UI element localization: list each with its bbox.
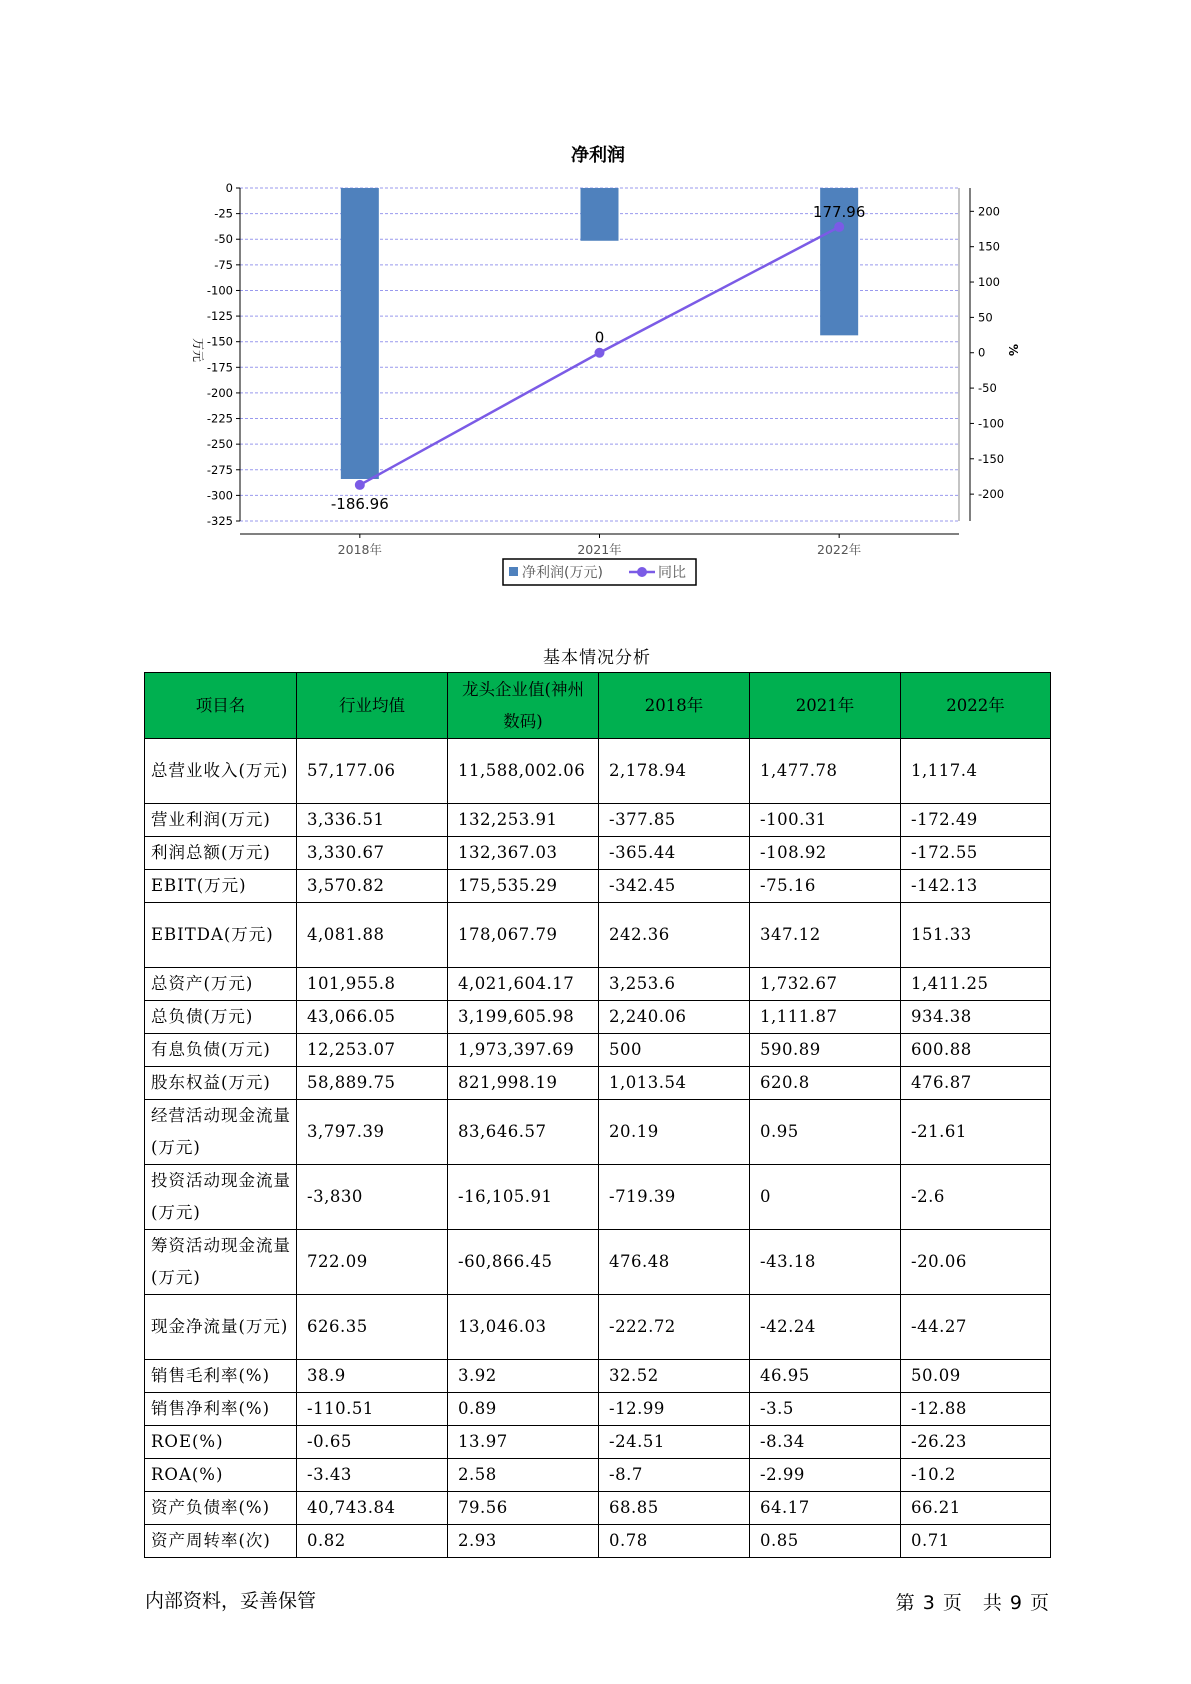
value-cell: 4,081.88: [297, 903, 448, 968]
y2-tick-label: 150: [978, 239, 1000, 254]
value-cell: 722.09: [297, 1230, 448, 1295]
y2-tick-label: -150: [978, 451, 1005, 466]
value-cell: 175,535.29: [448, 870, 599, 903]
value-cell: 3,253.6: [599, 968, 750, 1001]
table-row: [145, 1067, 1051, 1100]
yoy-point: [834, 222, 844, 232]
x-tick-label: 2022年: [817, 542, 862, 557]
table-row: [145, 837, 1051, 870]
table-row: [145, 1165, 1051, 1230]
table-body: [145, 739, 1051, 1558]
value-cell: 132,253.91: [448, 804, 599, 837]
value-cell: 68.85: [599, 1492, 750, 1525]
value-cell: -12.88: [901, 1393, 1051, 1426]
value-cell: 32.52: [599, 1360, 750, 1393]
value-cell: 476.48: [599, 1230, 750, 1295]
value-cell: 46.95: [750, 1360, 901, 1393]
value-cell: 12,253.07: [297, 1034, 448, 1067]
value-cell: -110.51: [297, 1393, 448, 1426]
bar: [581, 188, 619, 241]
y-tick-label: -175: [206, 360, 233, 375]
y2-tick-label: -50: [978, 381, 997, 396]
table-row: [145, 870, 1051, 903]
value-cell: 3,199,605.98: [448, 1001, 599, 1034]
value-cell: 1,411.25: [901, 968, 1051, 1001]
value-cell: 0.89: [448, 1393, 599, 1426]
value-cell: 0.71: [901, 1525, 1051, 1558]
value-cell: -8.34: [750, 1426, 901, 1459]
value-cell: -3.5: [750, 1393, 901, 1426]
y-tick-label: -200: [206, 385, 233, 400]
row-name-cell: 资产周转率(次): [145, 1525, 297, 1558]
footer-page-number: 第 3 页 共 9 页: [895, 1592, 1050, 1614]
value-cell: -12.99: [599, 1393, 750, 1426]
x-tick-label: 2021年: [577, 542, 622, 557]
basic-analysis-table: [144, 672, 1051, 1558]
row-name-cell: 现金净流量(万元): [145, 1295, 297, 1360]
yoy-data-label: 0: [594, 328, 605, 347]
value-cell: 0: [750, 1165, 901, 1230]
y2-tick-label: 200: [978, 204, 1000, 219]
value-cell: -142.13: [901, 870, 1051, 903]
header-cell: 项目名: [145, 673, 297, 739]
y2-tick-label: 50: [978, 310, 993, 325]
value-cell: -2.99: [750, 1459, 901, 1492]
value-cell: -42.24: [750, 1295, 901, 1360]
value-cell: -10.2: [901, 1459, 1051, 1492]
value-cell: 1,732.67: [750, 968, 901, 1001]
value-cell: 178,067.79: [448, 903, 599, 968]
row-name-cell: 资产负债率(%): [145, 1492, 297, 1525]
table-row: [145, 1360, 1051, 1393]
table-row: [145, 1034, 1051, 1067]
row-name-cell: 总资产(万元): [145, 968, 297, 1001]
table-row: [145, 903, 1051, 968]
table-row: [145, 1001, 1051, 1034]
value-cell: 3,336.51: [297, 804, 448, 837]
footer-confidential-note: 内部资料，妥善保管: [145, 1590, 317, 1612]
value-cell: 40,743.84: [297, 1492, 448, 1525]
row-name-cell: 总营业收入(万元): [145, 739, 297, 804]
y-tick-label: -300: [206, 488, 233, 503]
y-tick-label: -125: [206, 309, 233, 324]
value-cell: 2.58: [448, 1459, 599, 1492]
value-cell: -222.72: [599, 1295, 750, 1360]
row-name-cell: 利润总额(万元): [145, 837, 297, 870]
value-cell: -44.27: [901, 1295, 1051, 1360]
y-tick-label: -100: [206, 283, 233, 298]
legend-line-marker: [637, 567, 647, 577]
value-cell: 64.17: [750, 1492, 901, 1525]
value-cell: 57,177.06: [297, 739, 448, 804]
row-name-cell: EBIT(万元): [145, 870, 297, 903]
value-cell: -20.06: [901, 1230, 1051, 1295]
row-name-cell: 销售净利率(%): [145, 1393, 297, 1426]
value-cell: 3.92: [448, 1360, 599, 1393]
value-cell: 590.89: [750, 1034, 901, 1067]
table-row: [145, 1100, 1051, 1165]
value-cell: -342.45: [599, 870, 750, 903]
net-profit-chart: [0, 0, 1191, 620]
table-row: [145, 1492, 1051, 1525]
row-name-cell: ROE(%): [145, 1426, 297, 1459]
value-cell: 1,111.87: [750, 1001, 901, 1034]
value-cell: -60,866.45: [448, 1230, 599, 1295]
table-row: [145, 1459, 1051, 1492]
value-cell: -2.6: [901, 1165, 1051, 1230]
row-name-cell: EBITDA(万元): [145, 903, 297, 968]
value-cell: 83,646.57: [448, 1100, 599, 1165]
y2-axis-label: %: [1006, 343, 1020, 357]
table-row: [145, 739, 1051, 804]
value-cell: 934.38: [901, 1001, 1051, 1034]
header-cell: 2018年: [599, 673, 750, 739]
header-cell: 行业均值: [297, 673, 448, 739]
table-row: [145, 1525, 1051, 1558]
value-cell: 79.56: [448, 1492, 599, 1525]
value-cell: -8.7: [599, 1459, 750, 1492]
value-cell: 242.36: [599, 903, 750, 968]
value-cell: 1,117.4: [901, 739, 1051, 804]
chart-legend: [503, 559, 696, 585]
value-cell: 50.09: [901, 1360, 1051, 1393]
value-cell: -365.44: [599, 837, 750, 870]
value-cell: 132,367.03: [448, 837, 599, 870]
value-cell: -24.51: [599, 1426, 750, 1459]
y2-tick-label: -100: [978, 416, 1005, 431]
table-header-row: [145, 673, 1051, 739]
header-cell: 龙头企业值(神州数码): [448, 673, 599, 739]
yoy-point: [355, 480, 365, 490]
value-cell: 2,240.06: [599, 1001, 750, 1034]
chart-line-series: [331, 203, 866, 513]
legend-bar-swatch: [509, 567, 518, 576]
legend-line-label: 同比: [658, 565, 686, 581]
value-cell: 626.35: [297, 1295, 448, 1360]
value-cell: 1,013.54: [599, 1067, 750, 1100]
table-row: [145, 1426, 1051, 1459]
y-axis-label: 万元: [191, 337, 205, 363]
value-cell: 101,955.8: [297, 968, 448, 1001]
y-tick-label: -50: [214, 232, 233, 247]
y-tick-label: -225: [206, 411, 233, 426]
value-cell: 347.12: [750, 903, 901, 968]
value-cell: 620.8: [750, 1067, 901, 1100]
row-name-cell: 有息负债(万元): [145, 1034, 297, 1067]
value-cell: -0.65: [297, 1426, 448, 1459]
value-cell: 20.19: [599, 1100, 750, 1165]
y2-tick-label: 100: [978, 275, 1000, 290]
row-name-cell: ROA(%): [145, 1459, 297, 1492]
yoy-data-label: 177.96: [812, 202, 866, 221]
y-tick-label: -25: [214, 206, 233, 221]
value-cell: 3,330.67: [297, 837, 448, 870]
y-tick-label: 0: [225, 181, 233, 195]
value-cell: 600.88: [901, 1034, 1051, 1067]
value-cell: -172.49: [901, 804, 1051, 837]
value-cell: 3,797.39: [297, 1100, 448, 1165]
y2-tick-label: 0: [978, 345, 986, 360]
row-name-cell: 筹资活动现金流量(万元): [145, 1230, 297, 1295]
value-cell: -100.31: [750, 804, 901, 837]
table-row: [145, 1295, 1051, 1360]
value-cell: 0.85: [750, 1525, 901, 1558]
y-tick-label: -250: [206, 437, 233, 452]
row-name-cell: 销售毛利率(%): [145, 1360, 297, 1393]
value-cell: -16,105.91: [448, 1165, 599, 1230]
value-cell: -3.43: [297, 1459, 448, 1492]
value-cell: 151.33: [901, 903, 1051, 968]
value-cell: -3,830: [297, 1165, 448, 1230]
x-tick-label: 2018年: [337, 542, 382, 557]
row-name-cell: 股东权益(万元): [145, 1067, 297, 1100]
value-cell: -26.23: [901, 1426, 1051, 1459]
value-cell: 1,477.78: [750, 739, 901, 804]
row-name-cell: 投资活动现金流量(万元): [145, 1165, 297, 1230]
table-row: [145, 1393, 1051, 1426]
value-cell: -172.55: [901, 837, 1051, 870]
value-cell: -21.61: [901, 1100, 1051, 1165]
value-cell: 38.9: [297, 1360, 448, 1393]
y2-tick-label: -200: [978, 487, 1005, 502]
y-tick-label: -150: [206, 334, 233, 349]
chart-title: 净利润: [571, 145, 625, 166]
legend-bar-label: 净利润(万元): [522, 565, 603, 581]
value-cell: -719.39: [599, 1165, 750, 1230]
value-cell: 11,588,002.06: [448, 739, 599, 804]
value-cell: 66.21: [901, 1492, 1051, 1525]
value-cell: 2.93: [448, 1525, 599, 1558]
y-tick-label: -275: [206, 462, 233, 477]
yoy-point: [595, 348, 605, 358]
table-row: [145, 804, 1051, 837]
header-cell: 2022年: [901, 673, 1051, 739]
value-cell: 1,973,397.69: [448, 1034, 599, 1067]
table-row: [145, 968, 1051, 1001]
value-cell: 0.95: [750, 1100, 901, 1165]
value-cell: -43.18: [750, 1230, 901, 1295]
value-cell: 43,066.05: [297, 1001, 448, 1034]
value-cell: 476.87: [901, 1067, 1051, 1100]
value-cell: 821,998.19: [448, 1067, 599, 1100]
row-name-cell: 总负债(万元): [145, 1001, 297, 1034]
value-cell: 500: [599, 1034, 750, 1067]
bar: [341, 188, 379, 479]
yoy-data-label: -186.96: [330, 494, 389, 513]
value-cell: -377.85: [599, 804, 750, 837]
value-cell: 0.78: [599, 1525, 750, 1558]
value-cell: 2,178.94: [599, 739, 750, 804]
header-cell: 2021年: [750, 673, 901, 739]
value-cell: 3,570.82: [297, 870, 448, 903]
table-caption: 基本情况分析: [543, 648, 651, 668]
table-row: [145, 1230, 1051, 1295]
value-cell: 13,046.03: [448, 1295, 599, 1360]
value-cell: -108.92: [750, 837, 901, 870]
y-tick-label: -75: [214, 257, 233, 272]
y-tick-label: -325: [206, 514, 233, 528]
value-cell: 4,021,604.17: [448, 968, 599, 1001]
row-name-cell: 营业利润(万元): [145, 804, 297, 837]
value-cell: 58,889.75: [297, 1067, 448, 1100]
value-cell: 13.97: [448, 1426, 599, 1459]
row-name-cell: 经营活动现金流量(万元): [145, 1100, 297, 1165]
value-cell: 0.82: [297, 1525, 448, 1558]
value-cell: -75.16: [750, 870, 901, 903]
